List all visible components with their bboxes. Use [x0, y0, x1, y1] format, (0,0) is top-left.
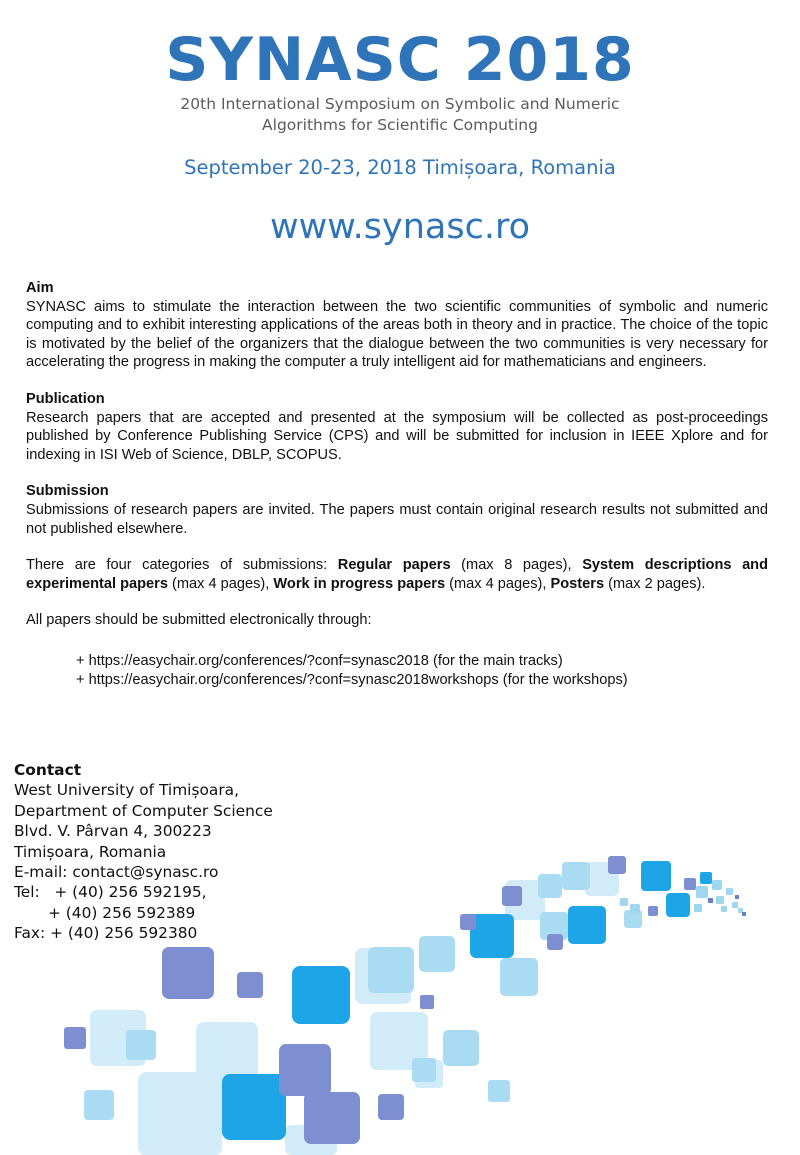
- contact-line: Timișoara, Romania: [14, 842, 167, 861]
- submission-text: Submissions of research papers are invited. The papers must contain original research results not submitted and not published elsewhere.: [26, 501, 768, 537]
- submission-heading: Submission: [26, 483, 109, 500]
- contact-phone: + (40) 256 592389: [48, 903, 196, 922]
- website-link[interactable]: www.synasc.ro: [269, 207, 530, 247]
- contact-heading: Contact: [14, 761, 82, 779]
- contact-line: West University of Timișoara,: [14, 781, 239, 800]
- publication-text: Research papers that are accepted and presented at the symposium will be collected as post-proceedings published by Conference Publishing Service (CPS) and will be submitted for inclusion in IEEE Xplore and for indexing in ISI Web of Science, DBLP, SCOPUS.: [26, 409, 768, 463]
- publication-section: [26, 390, 768, 464]
- subtitle-line: Algorithms for Scientific Computing: [262, 116, 538, 134]
- contact-line: Blvd. V. Pârvan 4, 300223: [14, 822, 212, 841]
- event-dates: September 20-23, 2018 Timișoara, Romania: [184, 156, 616, 179]
- publication-heading: Publication: [26, 390, 105, 407]
- event-subtitle: [0, 94, 800, 136]
- contact-phone: Tel: + (40) 256 592195,: [14, 883, 207, 902]
- contact-line: Department of Computer Science: [14, 801, 273, 820]
- main-content: [26, 279, 768, 690]
- submission-link-main[interactable]: + https://easychair.org/conferences/?conf=synasc2018 (for the main tracks): [76, 652, 563, 669]
- aim-section: [26, 279, 768, 372]
- contact-email[interactable]: E-mail: contact@synasc.ro: [14, 863, 219, 882]
- contact-fax: Fax: + (40) 256 592380: [14, 924, 198, 943]
- category-note: (max 2 pages).: [604, 575, 706, 592]
- submission-through: All papers should be submitted electronically through:: [26, 612, 372, 629]
- categories-intro: There are four categories of submissions:: [26, 557, 338, 574]
- aim-text: SYNASC aims to stimulate the interaction between the two scientific communities of symbolic and numeric computing and to exhibit interesting applications of the areas both in theory and in practice. The choice of the topic is motivated by the belief of the organizers that the dialogue between the two communities is very necessary for accelerating the progress in making the computer a truly intelligent aid for mathematicians and engineers.: [26, 298, 768, 371]
- category-note: (max 8 pages),: [450, 557, 583, 574]
- submission-links: [76, 652, 768, 690]
- category-system: System descriptions and experimental papers: [26, 557, 769, 592]
- category-posters: Posters: [550, 575, 605, 592]
- category-note: (max 4 pages),: [167, 575, 274, 592]
- category-note: (max 4 pages),: [445, 575, 551, 592]
- category-wip: Work in progress papers: [273, 575, 446, 592]
- category-regular: Regular papers: [337, 557, 451, 574]
- aim-heading: Aim: [26, 280, 54, 296]
- subtitle-line: 20th International Symposium on Symbolic and Numeric: [180, 95, 620, 113]
- contact-block: [14, 760, 273, 944]
- submission-link-workshops[interactable]: + https://easychair.org/conferences/?conf=synasc2018workshops (for the workshops): [76, 671, 628, 688]
- event-title: SYNASC 2018: [165, 25, 635, 95]
- submission-categories: [26, 556, 768, 593]
- submission-section: [26, 482, 768, 538]
